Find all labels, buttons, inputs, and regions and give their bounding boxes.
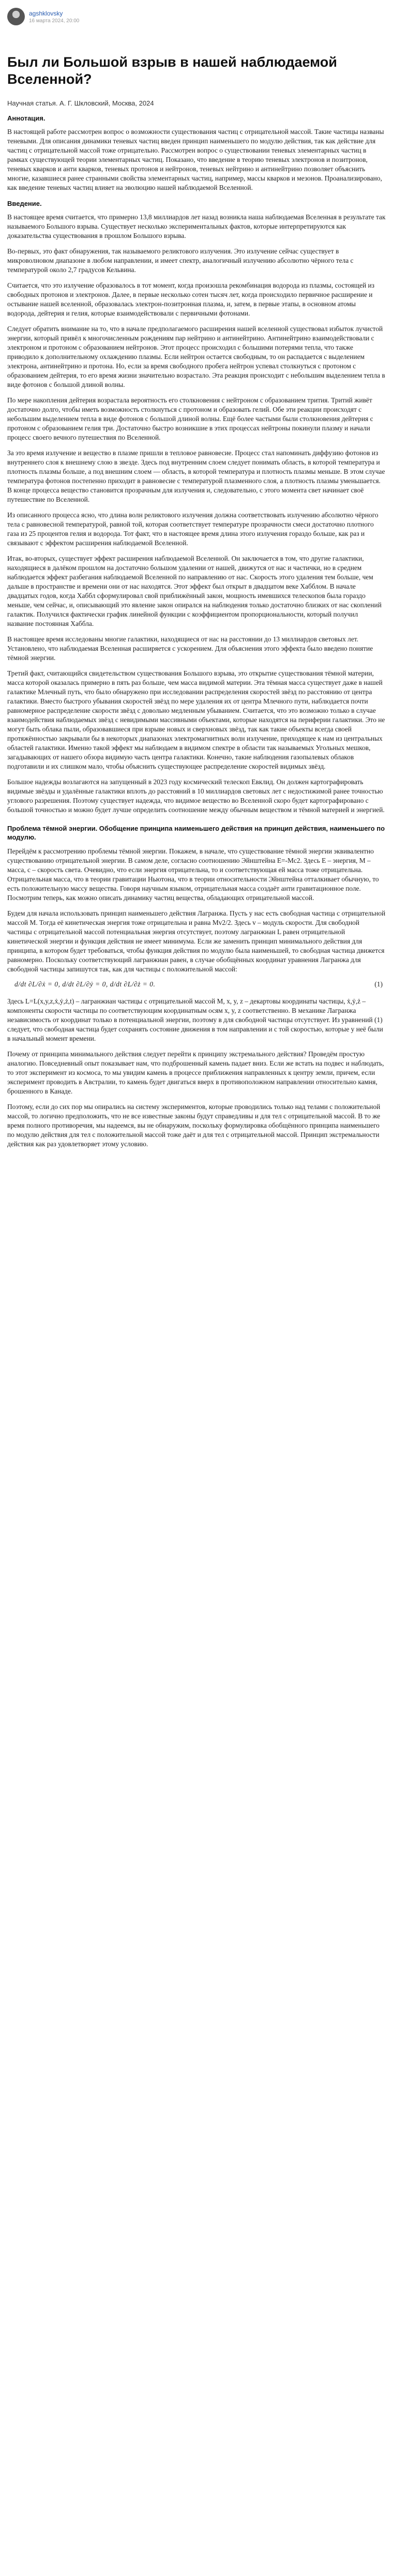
equation-number: (1) [374, 980, 383, 988]
abstract-text: В настоящей работе рассмотрен вопрос о возможности существования частиц с отрицательной массой. Такие частицы названы теневыми. Для описания динамики теневых частиц введен принцип наименьшего по модулю действия, так как действие для частиц с отрицательной массой тоже отрицательно. Рассмотрен вопрос о существовании теневых элементарных частиц в рамках существующей теории элементарных частиц. Показано, что введение в теорию теневых электронов и позитронов, теневых кварков и анти кварков, теневых протонов и нейтронов, теневых нейтрино и антинейтрино позволяет объяснить многие, казавшиеся ранее странными свойства элементарных частиц, например, массы кварков и мезонов. Проанализировано, как введение теневых частиц влияет на эволюцию нашей наблюдаемой Вселенной. [7, 128, 384, 191]
article-subtitle: Научная статья. А. Г. Шкловский, Москва, 2024 [7, 99, 154, 107]
paragraph: Из описанного процесса ясно, что длина волн реликтового излучения должна соответствовать излучению абсолютно чёрного тела с равновесной температурой, равной той, которая соответствует температуре прозрачности смеси достаточно плотного газа из 25 процентов гелия и водорода. Тот факт, что в настоящее время длина этого излучения гораздо больше, как раз и связывают с эффектом расширения наблюдаемой Вселенной. [7, 511, 379, 547]
paragraph: Считается, что это излучение образовалось в тот момент, когда произошла рекомбинация водорода из плазмы, состоящей из свободных протонов и электронов. Далее, в первые несколько сотен тысяч лет, когда происходило первичное расширение и остывание нашей вселенной, образовалась электрон-позитронная плазма, и, затем, в первые этапы, в основном атомы водорода, дейтерия и гелия, которые взаимодействовали с первичными фотонами. [7, 281, 374, 317]
article-title: Был ли Большой взрыв в нашей наблюдаемой Вселенной? [7, 54, 337, 87]
problem-heading: Проблема тёмной энергии. Обобщение принципа наименьшего действия на принцип действия, наименьшего по модулю. [7, 825, 385, 841]
paragraph: Поэтому, если до сих пор мы опирались на систему экспериментов, которые проводились только над телами с положительной массой, то логично предположить, что не все известные законы будут справедливы и для тел с отрицательной массой. В то же время полного противоречия, мы надеемся, вы не обнаружим, поскольку формулировка обобщённого принципа наименьшего по модулю действия для тел с положительной массой тоже даёт и для тел с отрицательной массой. Принцип экстремальности действия как раз удовлетворяет этому условию. [7, 1103, 381, 1148]
paragraph: Почему от принципа минимального действия следует перейти к принципу экстремального действия? Проведём простую аналогию. Повседневный опыт показывает нам, что подброшенный камень падает вниз. Если же встать на подвес и наблюдать, то этот эксперимент из космоса, то мы увидим камень в процессе приближения направленных к центру земли, причем, если эксперимент проводить в Австралии, то камень будет двигаться вверх в противоположном направлении относительно камня, брошенного в Канаде. [7, 1050, 384, 1095]
paragraph: Во-первых, это факт обнаружения, так называемого реликтового излучения. Это излучение сейчас существует в микроволновом диапазоне в любом направлении, и имеет спектр, аналогичный излучению абсолютно чёрного тела с температурой около 2,7 градусов Кельвина. [7, 247, 354, 274]
paragraph: Большое надежды возлагаются на запущенный в 2023 году космический телескоп Евклид. Он должен картографировать видимые звёзды и удалённые галактики вплоть до расстояний в 10 миллиардов световых лет с недостижимой ранее точностью углового разрешения. Поэтому существует надежда, что видимое вещество во Вселенной скоро будет картографировано с большой точностью и можно будет лучше определить соотношение между обычным веществом и тёмной материей и энергией. [7, 778, 385, 814]
paragraph: Итак, во-вторых, существует эффект расширения наблюдаемой Вселенной. Он заключается в том, что другие галактики, находящиеся в далёком прошлом на достаточно большом удалении от нашей, движутся от нас и частички, но в среднем наблюдается эффект разбегания наблюдаемой Вселенной по направлению от нас. Скорость этого удаления тем больше, чем дальше в пространстве и времени они от нас находятся. Этот эффект был открыт в двадцатом веке Хабблом. В начале двадцатых годов, когда Хаббл сформулировал свой приближённый закон, мощность имевшихся телескопов была гораздо меньше, чем сейчас, и, описывающий это явление закон опирался на наблюдения только достаточно близких от нас скоплений галактик. Получился фактически график линейной функции с коэффициентом пропорциональности, который получил название постоянная Хаббла. [7, 555, 382, 627]
author-bar [7, 0, 386, 31]
author-avatar[interactable] [7, 8, 25, 25]
equation-text: d/dt ∂L/∂ẋ = 0, d/dt ∂L/∂ẏ = 0, d/dt ∂L/∂ż = 0. [14, 980, 156, 988]
paragraph: Перейдём к рассмотрению проблемы тёмной энергии. Покажем, в начале, что существование тёмной энергии эквивалентно существованию отрицательной энергии. В самом деле, согласно соотношению Эйнштейна E=-Mc2. Здесь E – энергия, M – масса, c – скорость света. Очевидно, что если энергия отрицательна, то и соответствующая ей масса тоже отрицательна. Отрицательная масса, что в теории гравитации Ньютона, что в теории относительности Эйнштейна отталкивает обычную, то есть положительную массу вещества. Говоря научным языком, отрицательная масса создаёт анти гравитационное поле. Посмотрим теперь, как можно описать динамику частиц вещества, обладающих отрицательной массой. [7, 847, 379, 902]
abstract-heading: Аннотация. [7, 114, 46, 122]
paragraph: В настоящее время исследованы многие галактики, находящиеся от нас на расстоянии до 13 миллиардов световых лет. Установлено, что наблюдаемая Вселенная расширяется с ускорением. Для объяснения этого эффекта было введено понятие тёмной энергии. [7, 635, 373, 662]
equation-lagrange [7, 980, 386, 989]
paragraph: Здесь L=L(x,y,z,ẋ,ẏ,ż,t) – лагранжиан частицы с отрицательной массой M, x, y, z – декартовы координаты частицы, ẋ,ẏ,ż – компоненты скорости частицы по соответствующим координатным осям x, y, z соответственно. В механике Лагранжа независимость от координат только в потенциальной энергии, поэтому в для свободной частицы отсутствует. Из уравнений (1) следует, что свободная частица будет сохранять состояние движения в том направлении и с той скоростью, которые у неё были в начальный момент времени. [7, 997, 383, 1042]
paragraph: За это время излучение и вещество в плазме пришли в тепловое равновесие. Процесс стал напоминать диффузию фотонов из внутреннего слоя к внешнему слою в звезде. Здесь под внутренним слоем следует понимать область, в которой температура и плотность плазмы больше, а под внешним слоем — область, в которой температура и плотность плазмы меньше. В этом случае температура фотонов постепенно приходит в равновесие с температурой плазменного слоя, а плотность плазмы уменьшается. В конце процесса вещество становится прозрачным для излучения и, следовательно, с этого момента свет начинает своё путешествие по Вселенной. [7, 449, 385, 503]
paragraph: В настоящее время считается, что примерно 13,8 миллиардов лет назад возникла наша наблюдаемая Вселенная в результате так называемого Большого взрыва. Существует несколько экспериментальных фактов, которые интерпретируются как доказательства существования в прошлом Большого взрыва. [7, 213, 386, 239]
paragraph: По мере накопления дейтерия возрастала вероятность его столкновения с нейтроном с образованием трития. Тритий живёт достаточно долго, чтобы иметь возможность столкнуться с протоном и образовать гелий. Обе эти реакции происходят с небольшим выделением тепла в виде фотонов с большой длиной волны. Ещё более частыми были столкновения дейтерия с протоном с образованием гелия три. Достаточно быстро возникшие в этих процессах нейтроны покинули плазму и начали процесс своего вечного путешествия по Вселенной. [7, 396, 373, 441]
paragraph: Будем для начала использовать принцип наименьшего действия Лагранжа. Пусть у нас есть свободная частица с отрицательной массой M. Тогда её кинетическая энергия тоже отрицательна и равна Mv2/2. Здесь v – модуль скорости. Для свободной частицы с отрицательной массой потенциальная энергия отсутствует, поэтому лагранжиан L равен отрицательной кинетической энергии и функция действия не имеет минимума. Если же заменить принцип минимального действия для принципа, в котором будет требоваться, чтобы функция действия по модулю была наименьшей, то свободная частица движется равномерно. Поскольку соответствующий лагранжиан равен, в случае обобщённых координат уравнения Лагранжа для свободной частицы запишутся так, как для частицы с положительной массой: [7, 909, 386, 973]
publish-date: 16 марта 2024, 20:00 [29, 18, 80, 24]
paragraph: Следует обратить внимание на то, что в начале предполагаемого расширения нашей вселенной существовал избыток лучистой энергии, который привёл к многочисленным рождениям пар нейтрино и антинейтрино. Антинейтрино взаимодействовали с электроном и протоном с образованием нейтронов. Этот процесс происходил с большими потерями тепла, что также приводило к дополнительному охлаждению плазмы. Если нейтрон остается свободным, то он распадается с выделением электрона, антинейтрино и протона. Но, если за время свободного пробега нейтрон успевал столкнуться с протоном с образованием дейтерия, то его время жизни значительно возрастало. Эта реакция происходит с небольшим выделением тепла в виде фотонов с большой длиной волны. [7, 325, 385, 388]
intro-heading: Введение. [7, 200, 42, 207]
author-name-link[interactable]: agshklovsky [29, 9, 63, 17]
paragraph: Третий факт, считающийся свидетельством существования Большого взрыва, это открытие существования тёмной материи, масса которой оказалась примерно в пять раз больше, чем масса видимой материи. Эта тёмная масса существует даже в нашей галактике Млечный путь, что было обнаружено при исследовании распределения скоростей звёзд по расстоянию от центра галактики. Вместо быстрого убывания скоростей звёзд по мере удаления их от центра Млечного пути, наблюдается почти равномерное распределение скорости звёзд с довольно медленным убыванием. Считается, что это возможно только в случае взаимодействия наблюдаемых звёзд с невидимыми массивными объектами, которые находятся на периферии галактики. Это не могут быть облака пыли, образовавшиеся при взрыве новых и сверхновых звёзд, так как такие объекты всегда своей протяжённостью закрывали бы в некоторых диапазонах электромагнитных волн излучение, приходящее к нам из центральных областей галактики. Именно такой эффект мы наблюдаем в видимом спектре в области так называемых Угольных мешков, загадывающих от нашего обзора видимую часть центра галактики. Конечно, такие наблюдения газопылевых облаков подготавили и их слишком мало, чтобы объяснить существующее распределение скоростей видимых звёзд. [7, 669, 385, 770]
author-meta [29, 10, 79, 24]
